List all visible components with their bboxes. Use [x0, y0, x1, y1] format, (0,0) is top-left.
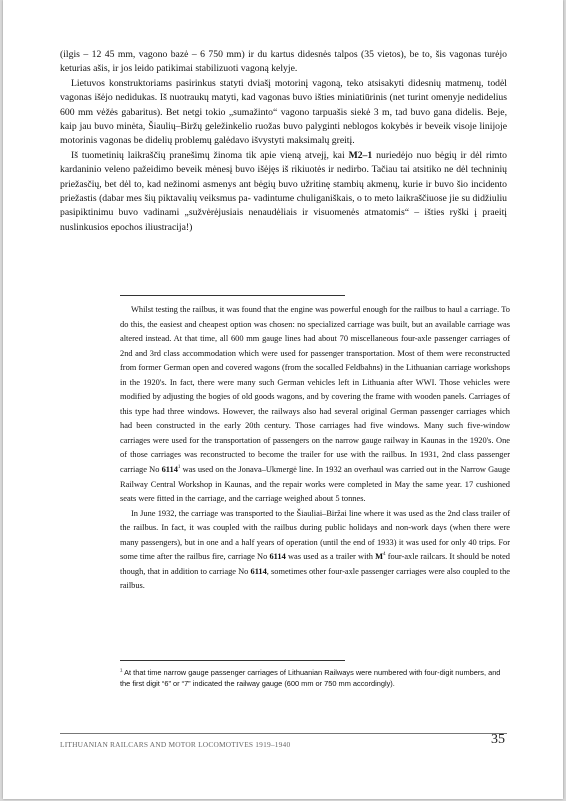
en-p2-text-b: was used as a trailer with [285, 552, 376, 562]
english-text-block [120, 303, 510, 594]
lt-paragraph-1: (ilgis – 12 45 mm, vagono bazė – 6 750 mm) ir du kartus didesnės talpos (35 vietos), be to, šis vagonas turėjo keturias ašis, ir jos leido patikimai stabilizuoti vagoną kelyje. [60, 49, 507, 75]
en-p2-text-d: , sometimes other four-axle passenger carriages were also coupled to the railbus. [120, 566, 510, 591]
en-carriage-number: 6114 [250, 566, 267, 576]
lt-railcar-code: M2–1 [348, 149, 373, 161]
section-divider [120, 295, 345, 296]
page-number: 35 [491, 732, 505, 747]
en-paragraph-2 [120, 507, 510, 594]
lt-p3-text-b: nuriedėjo nuo bėgių ir dėl rimto kardaninio veleno pažeidimo beveik mėnesį buvo išėjęs iš rikiuotės ir nedirbo. Tačiau tai atsitiko ne dėl techninių priežasčių, bet dėl to, kad nežinomi asmenys ant bėgių buvo užritinę stambių akmenų, kurie ir buvo šio incidento priežastis (dabar mes šių piktavalių veiksmus pa- vadintume chuliganiškais, o to meto laikraščiuose jie su didžiuliu pasipiktinimu buvo vadinami „sužvėrėjusiais nenaudėliais ir visuomenės atmatomis“ – išties ryški į praeitį nuslinkusios epochos iliustracija!) [60, 149, 507, 233]
footnote [120, 667, 510, 689]
footer-rule [60, 733, 507, 734]
lt-p3-text-a: Iš tuometinių laikraščių pranešimų žinoma tik apie vieną atvejį, kai [71, 149, 349, 161]
lithuanian-text-block [60, 48, 507, 235]
en-carriage-number: 6114 [269, 552, 286, 562]
en-railcar-code: M [375, 552, 384, 562]
en-p2-text-a: In June 1932, the carriage was transported to the Šiauliai–Biržai line where it was used as the 2nd class trailer of the railbus. In fact, it was coupled with the railbus during public holidays and non-work days (when there were many passengers), but in one and a half years of operation (until the end of 1933) it was used for only 40 trips. For some time after the railbus fire, carriage No [120, 508, 510, 562]
footnote-divider [120, 660, 345, 661]
lt-paragraph-3 [60, 149, 507, 235]
footnote-text: At that time narrow gauge passenger carriages of Lithuanian Railways were numbered with four-digit numbers, and the first digit “6” or “7” indicated the railway gauge (600 mm or 750 mm accordingly). [120, 668, 501, 688]
en-carriage-number: 6114 [161, 465, 178, 475]
lt-paragraph-2: Lietuvos konstruktoriams pasirinkus statyti dviašį motorinį vagoną, teko atsisakyti didesnių matmenų, todėl vagonas išėjo nedidukas. Iš nuotraukų matyti, kad vagonas buvo išties miniatiūrinis (net turint omenyje nedidelius 600 mm vėžės gabaritus). Bet netgi tokio „sumažinto“ vagono tarpuašis siekė 3 m, tad buvo gana didelis. Beje, kaip jau buvo minėta, Šiaulių–Biržų geležinkelio ruožas buvo palyginti neblogos kokybės ir beveik visoje linijoje motorinis vagonas be didelių problemų galėdavo išvystyti maksimalų greitį. [60, 77, 507, 147]
running-footer-title: LITHUANIAN RAILCARS AND MOTOR LOCOMOTIVES 1919–1940 [60, 740, 291, 749]
en-p1-text-a: Whilst testing the railbus, it was found that the engine was powerful enough for the railbus to haul a carriage. To do this, the easiest and cheapest option was chosen: no specialized carriage was built, but an available carriage was altered instead. At that time, all 600 mm gauge lines had about 70 miscellaneous four-axle passenger carriages of 2nd and 3rd class accommodation which were used for passenger transportation. Most of them were reconstructed from former German open and covered wagons (from the socalled Feldbahns) in the Lithuanian carriage workshops in the 1920's. In fact, there were many such German vehicles left in Lithuania after WWI. Those vehicles were modified by adjusting the bogies of old goods wagons, and by covering the frame with wooden panels. Carriages of this type had three windows. However, the railways also had several original German passenger carriages which had been constructed in the early 20th century. Those carriages had five windows. Many such five-window carriages were used for the transportation of passengers on the narrow gauge railway in Kaunas in the 1920's. One of those carriages was reconstructed to become the trailer for use with the railbus. In 1931, 2nd class passenger carriage No [120, 305, 510, 475]
book-page [3, 0, 563, 799]
footnote-marker: 1 [120, 667, 123, 673]
footnote-reference[interactable]: 1 [177, 465, 181, 471]
en-p1-text-b: was used on the Jonava–Ukmergė line. In 1932 an overhaul was carried out in the Narrow Gauge Railway Central Workshop in Kaunas, and the repair works were completed in May the same year. 17 cushioned seats were fitted in the carriage, and the carriage weighed about 5 tonnes. [120, 465, 510, 504]
en-p2-text-c: four-axle railcars. It should be noted though, that in addition to carriage No [120, 552, 510, 576]
railcar-superscript: 4 [383, 552, 386, 558]
en-paragraph-1 [120, 303, 510, 507]
